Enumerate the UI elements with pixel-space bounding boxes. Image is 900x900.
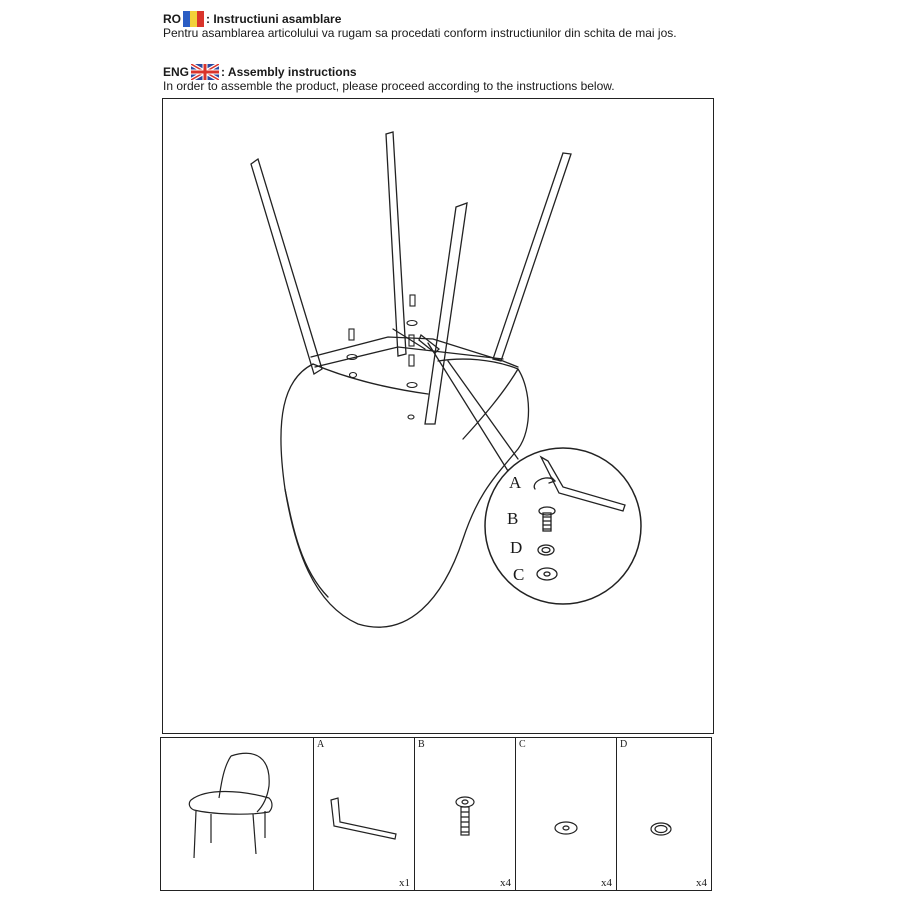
part-d	[616, 738, 711, 890]
flat-washer-icon	[516, 738, 617, 890]
assembly-diagram	[162, 98, 714, 734]
part-d-qty: x4	[696, 877, 707, 889]
part-a-label: A	[317, 739, 325, 750]
callout-label-b: B	[507, 509, 519, 528]
uk-flag-icon	[191, 64, 219, 80]
part-d-label: D	[620, 739, 628, 750]
lang-code-eng: ENG	[163, 64, 190, 79]
part-c	[515, 738, 616, 890]
callout-label-c: C	[513, 565, 525, 584]
part-chair	[161, 738, 313, 890]
title-eng-text: : Assembly instructions	[221, 64, 357, 79]
bolt-icon	[415, 738, 516, 890]
lang-code-ro: RO	[163, 11, 181, 26]
desc-ro: Pentru asamblarea articolului va rugam sa procedati conform instructiunilor din schita de mai jos.	[163, 26, 677, 40]
part-a	[313, 738, 414, 890]
desc-eng: In order to assemble the product, please proceed according to the instructions below.	[163, 79, 615, 93]
title-ro-text: : Instructiuni asamblare	[206, 11, 342, 26]
part-c-label: C	[519, 739, 526, 750]
callout-label-a: A	[509, 473, 522, 492]
part-b-label: B	[418, 739, 425, 750]
upside-down-chair-icon	[163, 99, 715, 735]
spring-washer-icon	[617, 738, 712, 890]
header-ro	[163, 11, 738, 40]
part-c-qty: x4	[601, 877, 612, 889]
header-eng	[163, 64, 723, 93]
parts-list	[160, 737, 712, 891]
callout-label-d: D	[510, 538, 523, 557]
part-b-qty: x4	[500, 877, 511, 889]
part-a-qty: x1	[399, 877, 410, 889]
romania-flag-icon	[183, 11, 204, 27]
allen-key-icon	[314, 738, 415, 890]
part-b	[414, 738, 515, 890]
title-eng	[163, 64, 723, 80]
title-ro	[163, 11, 738, 27]
chair-icon	[161, 738, 313, 890]
